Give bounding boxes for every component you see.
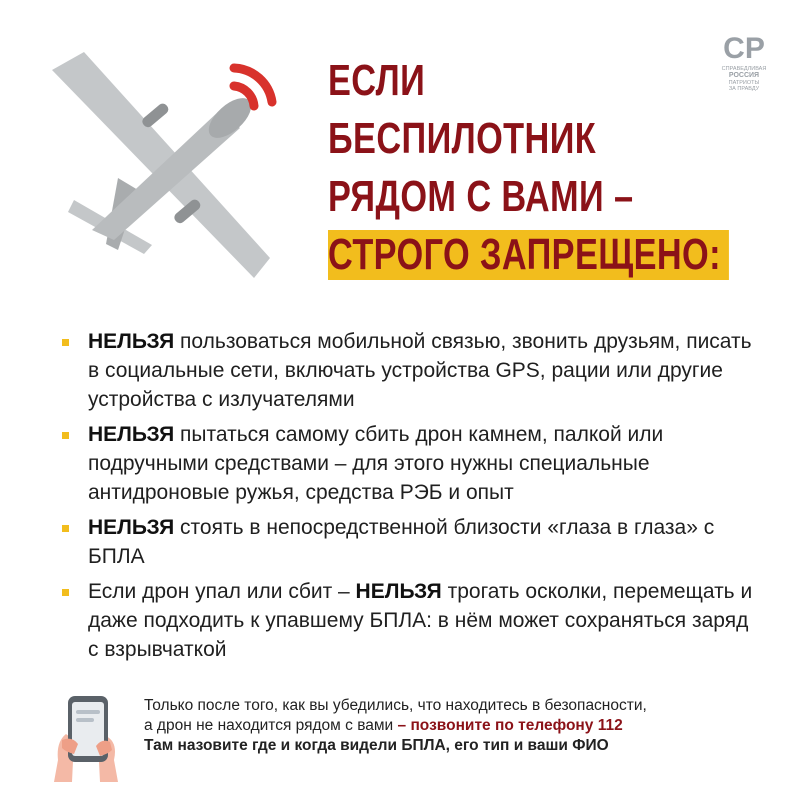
rule-keyword: НЕЛЬЗЯ (355, 580, 442, 603)
headline (328, 52, 729, 284)
bullet-icon (62, 525, 69, 532)
rules-list (62, 327, 762, 670)
footer-line-2: а дрон не находится рядом с вами (144, 717, 398, 734)
rule-keyword: НЕЛЬЗЯ (88, 516, 175, 539)
party-logo-icon (718, 26, 770, 96)
footer (44, 690, 764, 780)
logo-caption-4: ЗА ПРАВДУ (728, 86, 760, 92)
logo-letters: СР (723, 32, 765, 65)
list-item (62, 513, 762, 571)
rule-keyword: НЕЛЬЗЯ (88, 423, 175, 446)
rule-text: пользоваться мобильной связью, звонить друзьям, писать в социальные сети, включать устройства GPS, рации или другие устройства с излучателями (88, 330, 752, 411)
headline-line-3: РЯДОМ С ВАМИ – (328, 172, 634, 221)
footer-line-1: Только после того, как вы убедились, что находитесь в безопасности, (144, 697, 647, 714)
list-item (62, 577, 762, 664)
rule-keyword: НЕЛЬЗЯ (88, 330, 175, 353)
headline-highlight: СТРОГО ЗАПРЕЩЕНО: (328, 230, 729, 280)
rule-text: стоять в непосредственной близости «глаза в глаза» с БПЛА (88, 516, 715, 568)
footer-text (144, 696, 647, 756)
drone-illustration (40, 40, 290, 290)
bullet-icon (62, 432, 69, 439)
list-item (62, 420, 762, 507)
list-item (62, 327, 762, 414)
headline-line-1: ЕСЛИ (328, 56, 426, 105)
footer-line-3: Там назовите где и когда видели БПЛА, его тип и ваши ФИО (144, 737, 609, 754)
phone-in-hands-icon (44, 690, 128, 782)
logo-caption-2: РОССИЯ (728, 72, 760, 79)
rule-text: пытаться самому сбить дрон камнем, палкой или подручными средствами – для этого нужны специальные антидроновые ружья, средства РЭБ и опыт (88, 423, 664, 504)
call-112-text: – позвоните по телефону 112 (397, 717, 623, 734)
headline-line-2: БЕСПИЛОТНИК (328, 114, 597, 163)
bullet-icon (62, 339, 69, 346)
rule-text: трогать осколки, перемещать и даже подходить к упавшему БПЛА: в нём может сохраняться заряд с взрывчаткой (88, 580, 753, 661)
bullet-icon (62, 589, 69, 596)
logo-caption-1: СПРАВЕДЛИВАЯ (721, 66, 767, 72)
rule-prefix: Если дрон упал или сбит – (88, 580, 356, 603)
logo-caption-3: ПАТРИОТЫ (728, 80, 760, 86)
